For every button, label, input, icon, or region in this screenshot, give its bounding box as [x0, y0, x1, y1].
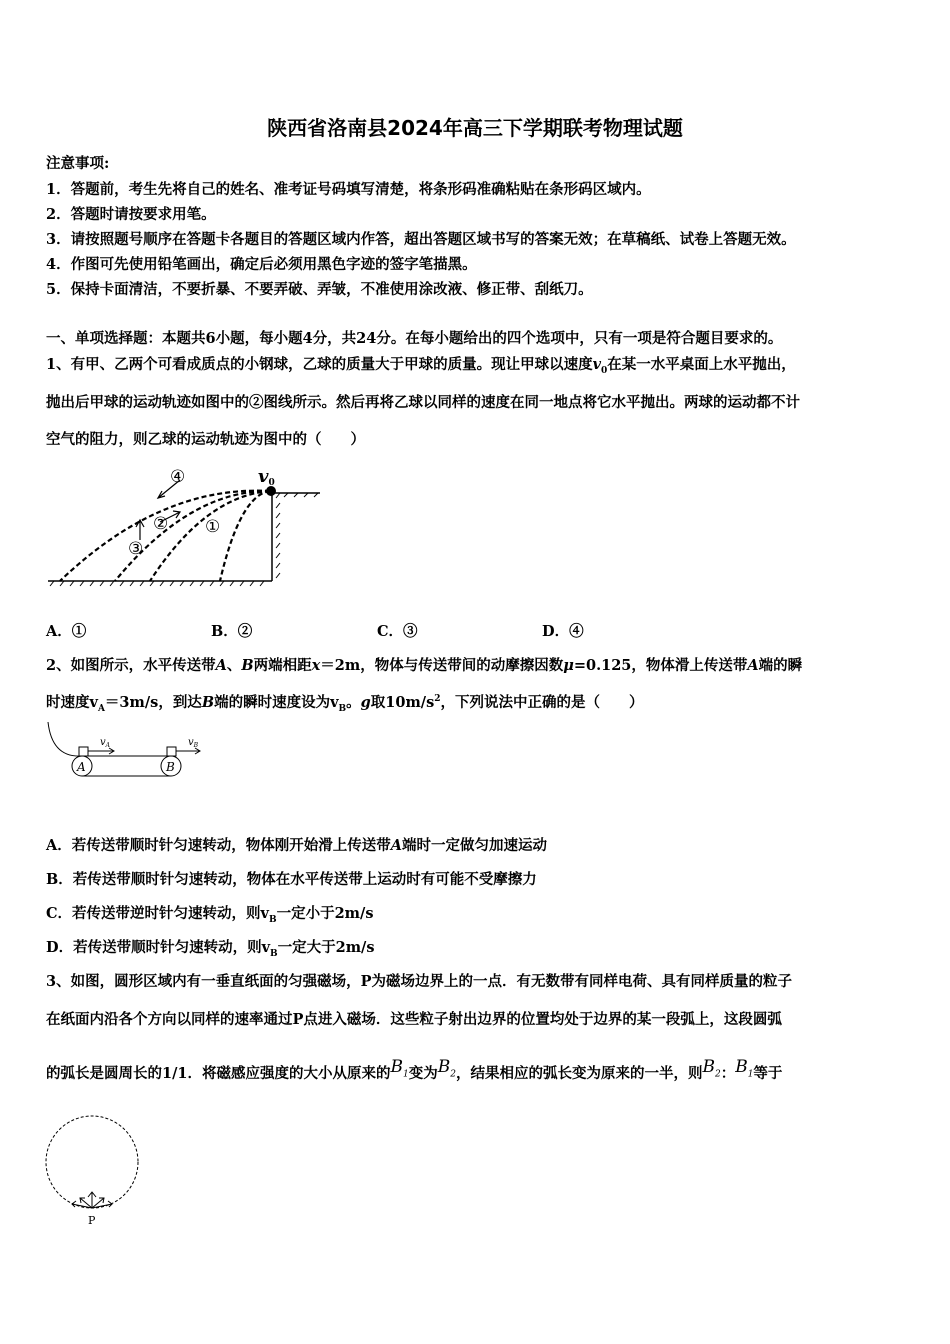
q2-conveyor-figure	[42, 718, 212, 786]
vb-label: $v_B$	[188, 737, 199, 749]
pulley-a-label: A	[77, 760, 86, 774]
q1-option-c[interactable]: C．③	[377, 623, 418, 640]
notice-item: 1．答题前，考生先将自己的姓名、准考证号码填写清楚，将条形码准确粘贴在条形码区域内。	[46, 181, 651, 198]
label-4: ④	[170, 467, 186, 487]
q3-magnetic-field-figure	[40, 1112, 150, 1232]
q1-option-d[interactable]: D．④	[542, 623, 584, 640]
pulley-b-label: B	[166, 760, 175, 774]
notice-item: 4．作图可先使用铅笔画出，确定后必须用黑色字迹的签字笔描黑。	[46, 256, 477, 273]
q1-option-a[interactable]: A．①	[46, 623, 87, 640]
q3-line-1: 3、如图，圆形区域内有一垂直纸面的匀强磁场，P为磁场边界上的一点．有无数带有同样电荷、具有同样质量的粒子	[46, 973, 792, 990]
q2-line-1: 2、如图所示，水平传送带A、B两端相距x＝2m，物体与传送带间的动摩擦因数μ=0.125，物体滑上传送带A端的瞬	[46, 657, 803, 674]
notice-item: 5．保持卡面清洁，不要折暴、不要弄破、弄皱，不准使用涂改液、修正带、刮纸刀。	[46, 281, 593, 298]
q2-option-d[interactable]: D．若传送带顺时针匀速转动，则$v_B$一定大于2m/s	[46, 939, 375, 959]
q1-line-2: 抛出后甲球的运动轨迹如图中的②图线所示。然后再将乙球以同样的速度在同一地点将它水平抛出。两球的运动都不计	[46, 394, 800, 411]
label-2: ②	[153, 514, 169, 534]
q1-option-b[interactable]: B．②	[211, 623, 253, 640]
q2-option-c[interactable]: C．若传送带逆时针匀速转动，则$v_B$一定小于2m/s	[46, 905, 374, 925]
notice-item: 2．答题时请按要求用笔。	[46, 206, 216, 223]
q2-option-a[interactable]: A．若传送带顺时针匀速转动，物体刚开始滑上传送带A端时一定做匀加速运动	[46, 837, 548, 854]
section-heading: 一、单项选择题：本题共6小题，每小题4分，共24分。在每小题给出的四个选项中，只有一项是符合题目要求的。	[46, 330, 783, 347]
v0-label: v0	[258, 466, 275, 488]
label-3: ③	[128, 539, 144, 559]
q1-line-3: 空气的阻力，则乙球的运动轨迹为图中的（ ）	[46, 431, 365, 448]
q3-line-3: 的弧长是圆周长的1/1．将磁感应强度的大小从原来的$B_1$变为$B_2$，结果相应的弧长变为原来的一半，则$B_2$：$B_1$等于	[46, 1057, 783, 1082]
q2-line-2: 时速度$v_A=3m/s$，到达B端的瞬时速度设为$v_B$。g取$10m/s^2$，下列说法中正确的是（ ）	[46, 694, 644, 714]
p-label: P	[88, 1214, 96, 1227]
q3-line-2: 在纸面内沿各个方向以同样的速率通过P点进入磁场．这些粒子射出边界的位置均处于边界的某一段弧上，这段圆弧	[46, 1011, 782, 1028]
label-1: ①	[205, 517, 221, 537]
q1-line-1: 1、有甲、乙两个可看成质点的小钢球，乙球的质量大于甲球的质量。现让甲球以速度$v_0$在某一水平桌面上水平抛出，	[46, 356, 796, 376]
notice-heading: 注意事项:	[46, 155, 110, 172]
page-title: 陕西省洛南县2024年高三下学期联考物理试题	[267, 116, 683, 140]
q2-option-b[interactable]: B．若传送带顺时针匀速转动，物体在水平传送带上运动时有可能不受摩擦力	[46, 871, 537, 888]
q1-trajectory-figure	[40, 460, 330, 590]
notice-item: 3．请按照题号顺序在答题卡各题目的答题区域内作答，超出答题区域书写的答案无效；在草稿纸、试卷上答题无效。	[46, 231, 796, 248]
va-label: $v_A$	[100, 737, 110, 749]
